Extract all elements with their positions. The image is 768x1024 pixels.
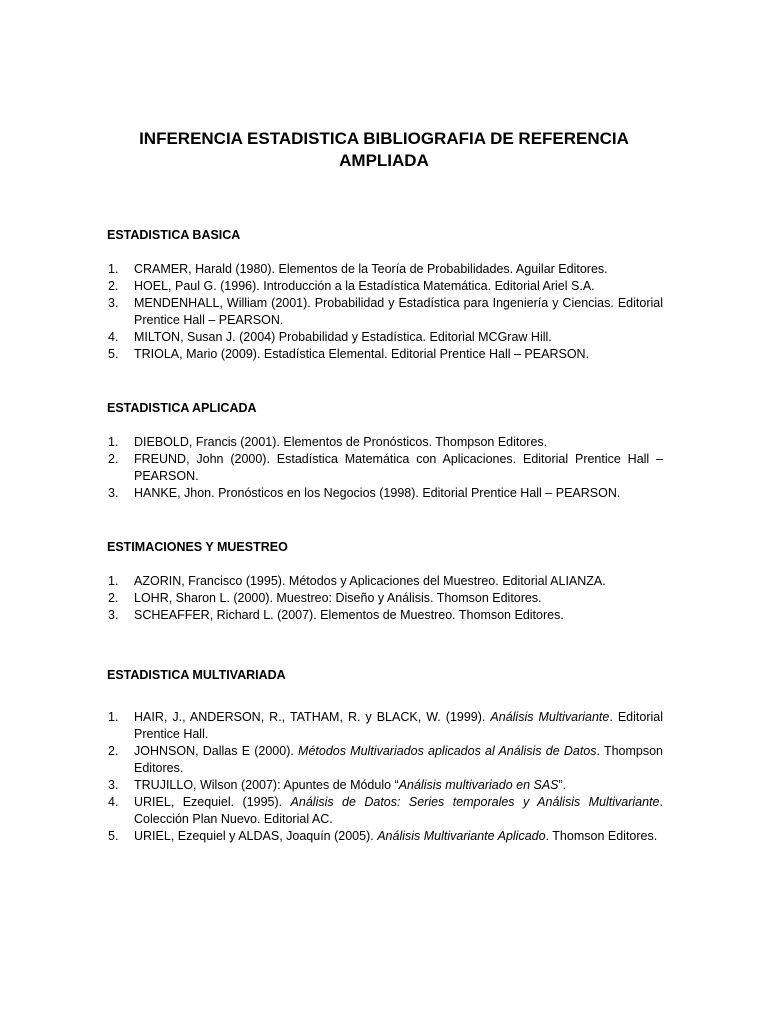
section-estimaciones-muestreo <box>107 539 663 624</box>
reference-item: 3. TRUJILLO, Wilson (2007): Apuntes de Módulo “Análisis multivariado en SAS”. <box>108 778 567 792</box>
reference-item: 1. CRAMER, Harald (1980). Elementos de la Teoría de Probabilidades. Aguilar Editores. <box>108 262 608 276</box>
reference-item: 5. URIEL, Ezequiel y ALDAS, Joaquín (2005). Análisis Multivariante Aplicado. Thomson Editores. <box>108 829 658 843</box>
reference-item: 2. HOEL, Paul G. (1996). Introducción a la Estadística Matemática. Editorial Ariel S.A. <box>108 279 595 293</box>
reference-list <box>107 573 663 624</box>
section-estadistica-aplicada <box>107 400 663 502</box>
section-heading: ESTADISTICA MULTIVARIADA <box>107 668 286 682</box>
reference-item: 1. AZORIN, Francisco (1995). Métodos y Aplicaciones del Muestreo. Editorial ALIANZA. <box>108 574 606 588</box>
reference-item: 3. SCHEAFFER, Richard L. (2007). Elementos de Muestreo. Thomson Editores. <box>108 608 564 622</box>
reference-item: 2. LOHR, Sharon L. (2000). Muestreo: Diseño y Análisis. Thomson Editores. <box>108 591 542 605</box>
reference-item: 4. MILTON, Susan J. (2004) Probabilidad y Estadística. Editorial MCGraw Hill. <box>108 330 552 344</box>
reference-item: 5. TRIOLA, Mario (2009). Estadística Elemental. Editorial Prentice Hall – PEARSON. <box>108 347 590 361</box>
section-heading: ESTIMACIONES Y MUESTREO <box>107 540 288 554</box>
reference-item: 1. DIEBOLD, Francis (2001). Elementos de Pronósticos. Thompson Editores. <box>108 435 548 449</box>
reference-list <box>107 261 663 363</box>
reference-item: 3. MENDENHALL, William (2001). Probabilidad y Estadística para Ingeniería y Ciencias. Editorial Prentice Hall – PEARSON. <box>108 296 663 327</box>
section-heading: ESTADISTICA APLICADA <box>107 401 257 415</box>
reference-item: 4. URIEL, Ezequiel. (1995). Análisis de Datos: Series temporales y Análisis Multivariante. Colección Plan Nuevo. Editorial AC. <box>108 795 663 826</box>
reference-item: 3. HANKE, Jhon. Pronósticos en los Negocios (1998). Editorial Prentice Hall – PEARSON. <box>108 486 621 500</box>
section-estadistica-multivariada <box>107 667 663 845</box>
reference-list <box>107 709 663 845</box>
reference-item: 2. FREUND, John (2000). Estadística Matemática con Aplicaciones. Editorial Prentice Hall – PEARSON. <box>108 452 663 483</box>
section-heading: ESTADISTICA BASICA <box>107 228 241 242</box>
reference-list <box>107 434 663 502</box>
section-estadistica-basica <box>107 227 663 363</box>
document-title: INFERENCIA ESTADISTICA BIBLIOGRAFIA DE REFERENCIA AMPLIADA <box>139 129 629 170</box>
reference-item: 1. HAIR, J., ANDERSON, R., TATHAM, R. y BLACK, W. (1999). Análisis Multivariante. Editorial Prentice Hall. <box>108 710 664 741</box>
reference-item: 2. JOHNSON, Dallas E (2000). Métodos Multivariados aplicados al Análisis de Datos. Thompson Editores. <box>108 744 663 775</box>
